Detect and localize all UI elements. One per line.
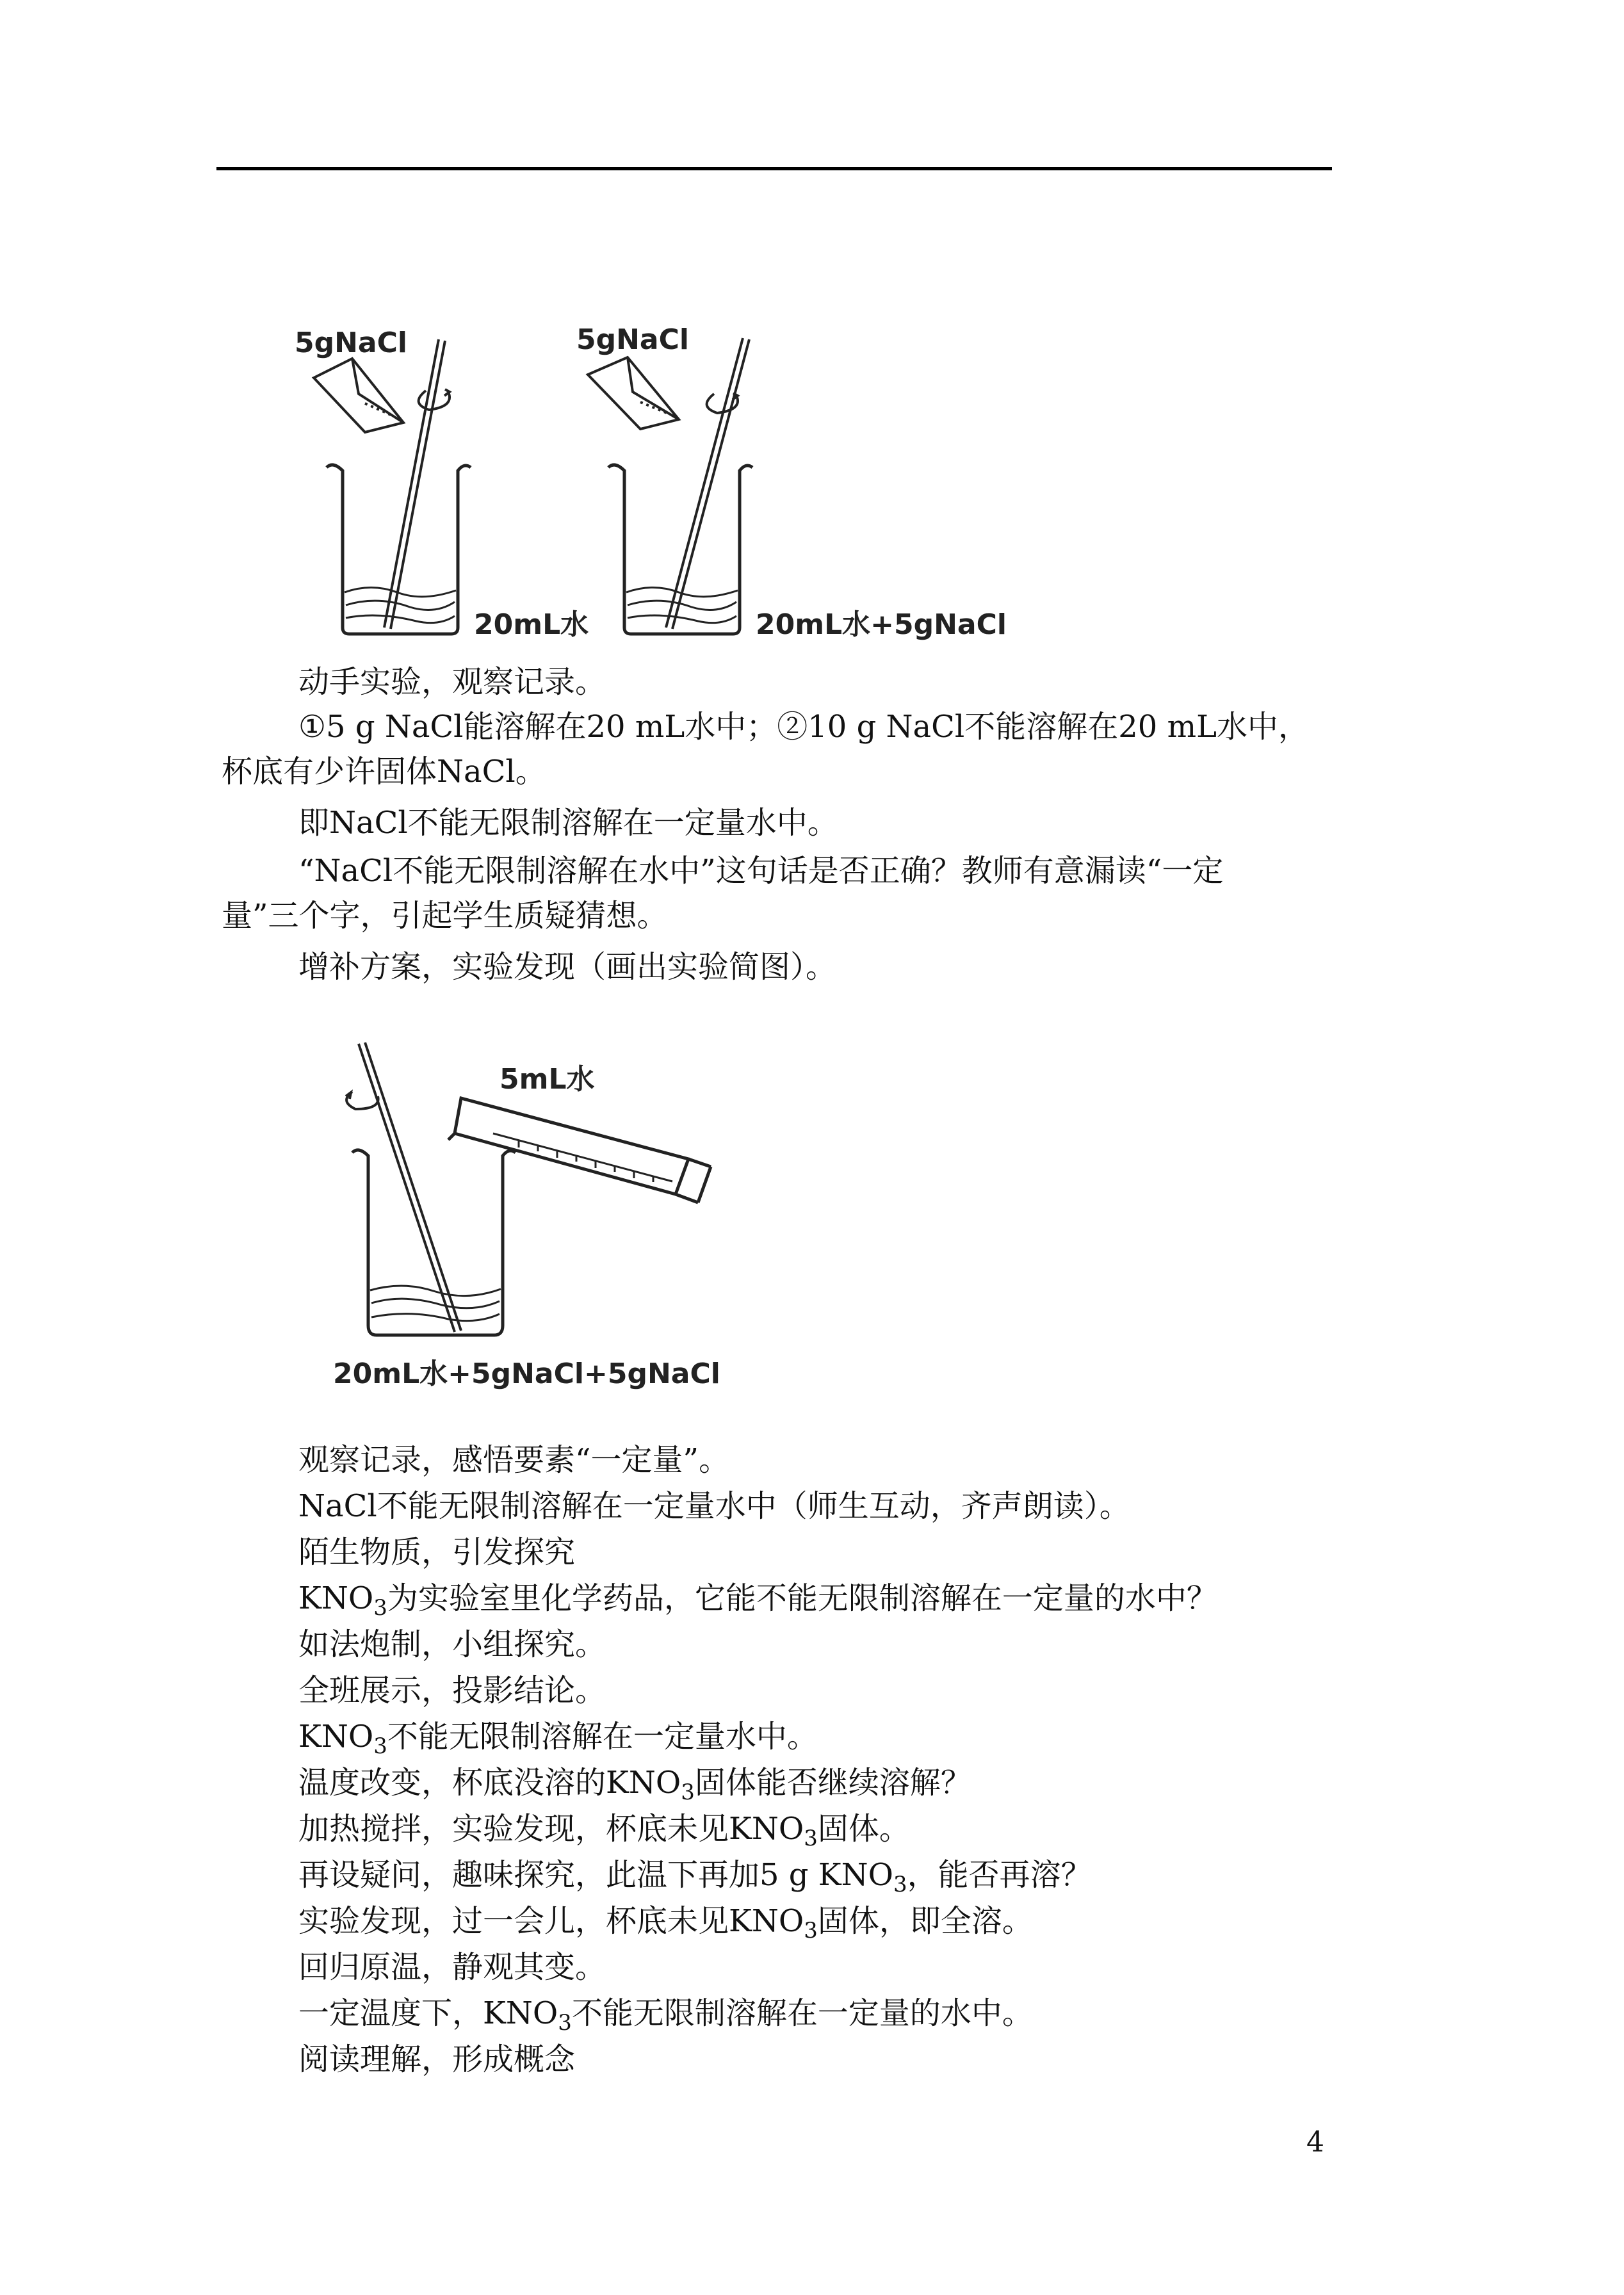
figure2-stirring-rod <box>346 1042 461 1332</box>
cylinder-label: 5mL水 <box>499 1063 595 1096</box>
figure2-beaker-label: 20mL水+5gNaCl+5gNaCl <box>333 1358 720 1390</box>
paragraph-9: $KNO_3$为实验室里化学药品，它能不能无限制溶解在一定量的水中？ <box>298 1580 1217 1621</box>
paragraph-14: 加热搅拌，实验发现，杯底未见$KNO_3$固体。 <box>298 1811 910 1851</box>
left-packet-label: 5gNaCl <box>295 327 407 359</box>
left-beaker-label: 20mL水 <box>474 608 589 640</box>
paragraph-19: 阅读理解，形成概念 <box>298 2041 576 2077</box>
paragraph-8: 陌生物质，引发探究 <box>298 1534 576 1570</box>
page-number: 4 <box>1306 2126 1324 2159</box>
paragraph-13: 温度改变，杯底没溶的$KNO_3$固体能否继续溶解？ <box>298 1765 971 1805</box>
paragraph-3: 即NaCl不能无限制溶解在一定量水中。 <box>298 805 838 841</box>
paragraph-2-line-1: ①5 g NaCl能溶解在20 mL水中；②10 g NaCl不能溶解在20 mL水中， <box>298 709 1309 745</box>
right-stirring-rod <box>666 338 749 629</box>
paragraph-18: 一定温度下，$KNO_3$不能无限制溶解在一定量的水中。 <box>298 1995 1033 2036</box>
figure2-beaker <box>352 1150 516 1335</box>
figure-add-water <box>327 1037 736 1396</box>
left-nacl-packet <box>314 359 403 432</box>
figure-nacl-dissolving <box>282 320 1025 640</box>
left-stirring-rod <box>384 339 450 629</box>
paragraph-1: 动手实验，观察记录。 <box>298 664 606 700</box>
right-nacl-packet <box>588 357 679 429</box>
graduated-cylinder <box>448 1098 711 1203</box>
paragraph-6: 观察记录，感悟要素“一定量”。 <box>298 1442 730 1478</box>
paragraph-4-line-2: 量”三个字，引起学生质疑猜想。 <box>222 898 668 934</box>
right-packet-label: 5gNaCl <box>576 323 689 356</box>
paragraph-16: 实验发现，过一会儿，杯底未见$KNO_3$固体，即全溶。 <box>298 1903 1033 1943</box>
paragraph-5: 增补方案，实验发现（画出实验简图）。 <box>298 949 837 985</box>
paragraph-10: 如法炮制，小组探究。 <box>298 1626 606 1662</box>
paragraph-4-line-1: “NaCl不能无限制溶解在水中”这句话是否正确？教师有意漏读“一定 <box>298 853 1224 889</box>
right-beaker <box>608 465 752 634</box>
paragraph-15: 再设疑问，趣味探究，此温下再加5 g $KNO_3$，能否再溶？ <box>298 1857 1092 1897</box>
right-beaker-label: 20mL水+5gNaCl <box>756 608 1007 640</box>
paragraph-11: 全班展示，投影结论。 <box>298 1673 606 1708</box>
paragraph-12: $KNO_3$不能无限制溶解在一定量水中。 <box>298 1719 818 1759</box>
header-rule <box>216 167 1332 170</box>
paragraph-2-line-2: 杯底有少许固体NaCl。 <box>222 754 546 790</box>
paragraph-17: 回归原温，静观其变。 <box>298 1949 606 1985</box>
paragraph-7: NaCl不能无限制溶解在一定量水中（师生互动，齐声朗读）。 <box>298 1488 1130 1524</box>
